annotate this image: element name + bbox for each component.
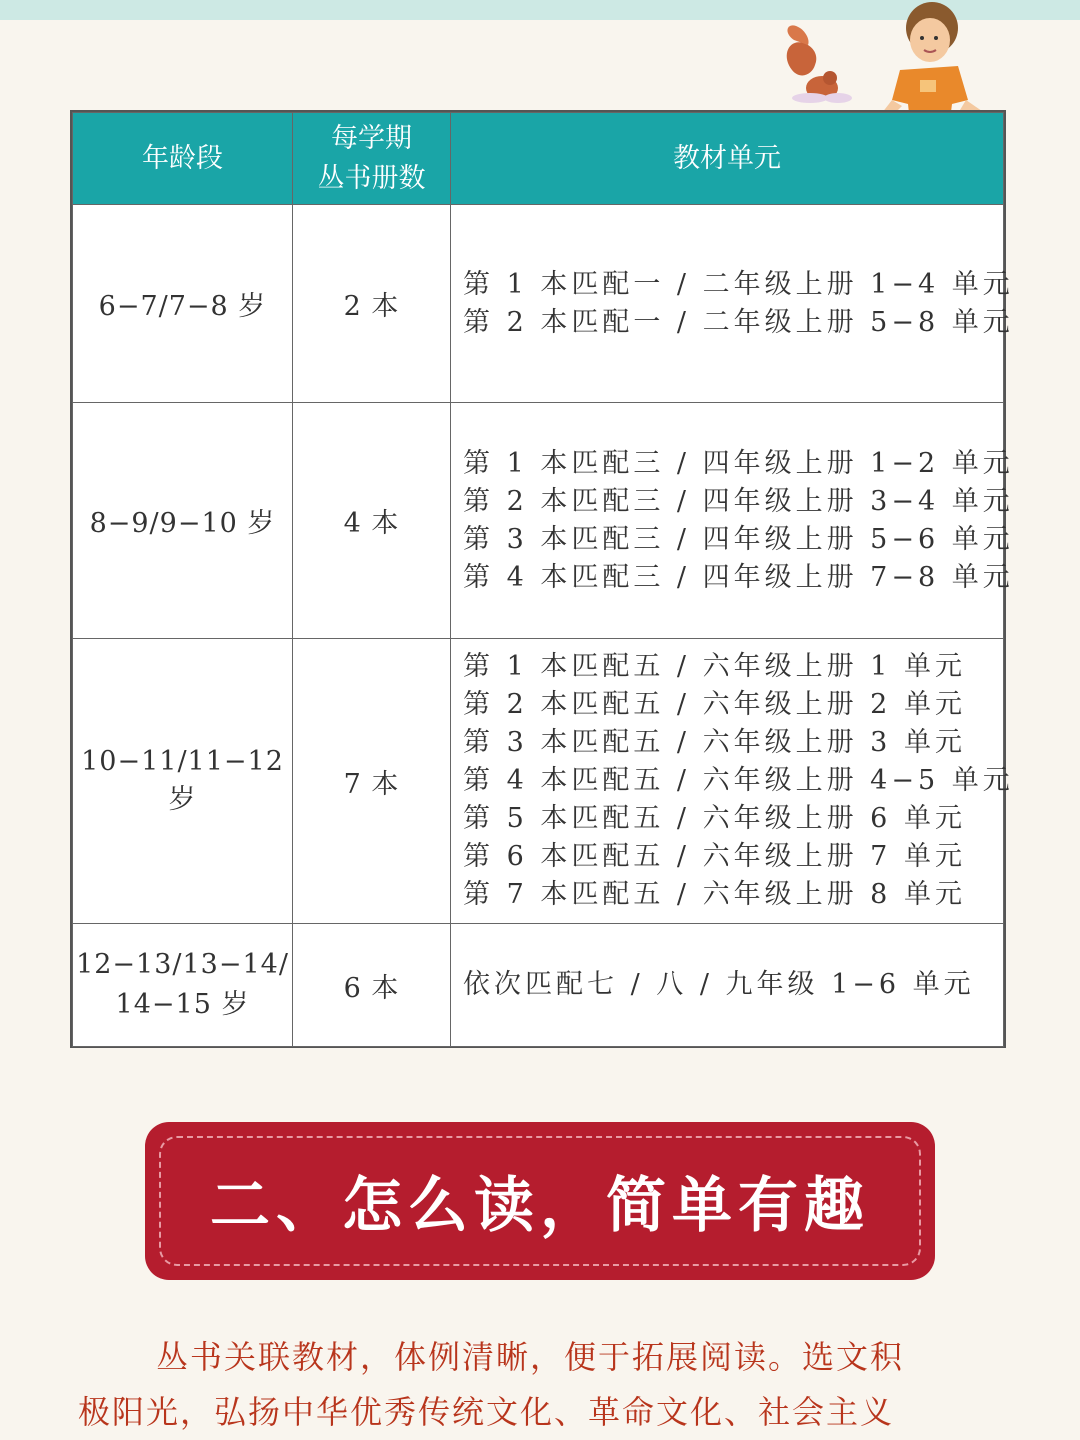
header-textbook-units: 教材单元	[451, 113, 1004, 205]
squirrel-icon	[787, 25, 852, 103]
header-books-per-term	[293, 113, 451, 205]
unit-line: 第 2 本匹配五 / 六年级上册 2 单元	[463, 689, 966, 720]
unit-line: 第 2 本匹配三 / 四年级上册 3−4 单元	[463, 485, 1014, 517]
unit-line: 第 6 本匹配五 / 六年级上册 7 单元	[463, 841, 966, 872]
table-header-row	[73, 113, 1004, 205]
age-cell: 8−9/9−10 岁	[73, 403, 293, 639]
unit-line: 第 1 本匹配一 / 二年级上册 1−4 单元	[463, 268, 1014, 300]
table-row	[73, 639, 1004, 924]
age-line: 14−15 岁	[115, 989, 250, 1020]
unit-line: 第 1 本匹配五 / 六年级上册 1 单元	[463, 651, 966, 682]
unit-line: 第 3 本匹配五 / 六年级上册 3 单元	[463, 727, 966, 758]
age-cell: 10−11/11−12 岁	[73, 639, 293, 924]
textbook-matching-table	[70, 110, 1014, 1048]
header-books-line1: 每学期	[331, 122, 412, 154]
books-cell: 6 本	[293, 924, 451, 1047]
age-line: 12−13/13−14/	[76, 949, 289, 980]
table-row	[73, 403, 1004, 639]
intro-paragraph	[78, 1330, 1008, 1440]
table-row	[73, 924, 1004, 1047]
unit-line: 第 1 本匹配三 / 四年级上册 1−2 单元	[463, 447, 1014, 479]
section-heading-banner	[145, 1122, 935, 1280]
age-cell: 6−7/7−8 岁	[73, 205, 293, 403]
unit-line: 第 2 本匹配一 / 二年级上册 5−8 单元	[463, 306, 1014, 338]
unit-line: 第 4 本匹配五 / 六年级上册 4−5 单元	[463, 765, 1014, 796]
unit-line: 第 7 本匹配五 / 六年级上册 8 单元	[463, 879, 966, 910]
units-cell	[451, 924, 1004, 1047]
section-heading: 二、怎么读，简单有趣	[210, 1171, 870, 1241]
age-cell	[73, 924, 293, 1047]
units-cell	[451, 205, 1014, 403]
header-age-group: 年龄段	[73, 113, 293, 205]
unit-line: 第 5 本匹配五 / 六年级上册 6 单元	[463, 803, 966, 834]
unit-line: 第 4 本匹配三 / 四年级上册 7−8 单元	[463, 561, 1014, 593]
unit-line: 依次匹配七 / 八 / 九年级 1−6 单元	[463, 969, 975, 1000]
table-row	[73, 205, 1004, 403]
banner-dashed-border	[159, 1136, 921, 1266]
units-cell	[451, 403, 1014, 639]
paragraph-line: 丛书关联教材，体例清晰，便于拓展阅读。选文积	[156, 1338, 905, 1376]
paragraph-line: 极阳光，弘扬中华优秀传统文化、革命文化、社会主义	[78, 1393, 895, 1431]
books-cell: 7 本	[293, 639, 451, 924]
books-cell: 4 本	[293, 403, 451, 639]
books-cell: 2 本	[293, 205, 451, 403]
header-books-line2: 丛书册数	[317, 162, 426, 194]
units-cell	[451, 639, 1014, 924]
unit-line: 第 3 本匹配三 / 四年级上册 5−6 单元	[463, 523, 1014, 555]
